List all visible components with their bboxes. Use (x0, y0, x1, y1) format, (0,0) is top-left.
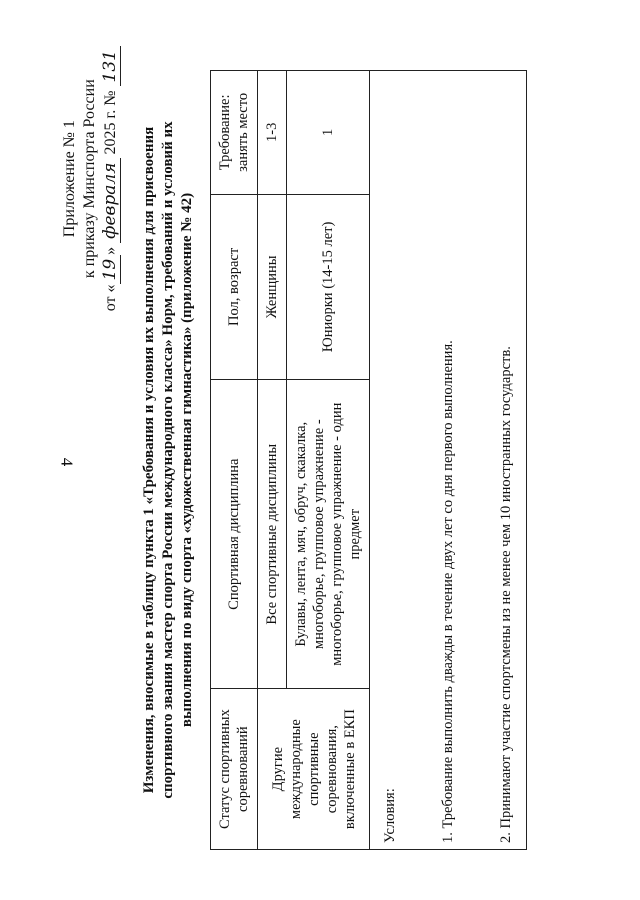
appendix-line: Приложение № 1 (61, 120, 78, 238)
conditions-title: Условия: (382, 788, 398, 843)
date-year: 2025 г. № (102, 90, 119, 155)
condition-item: 2. Принимают участие спортсмены из не менее чем 10 иностранных государств. (498, 346, 514, 843)
appendix-header (60, 46, 121, 311)
date-prefix: от « (102, 284, 119, 312)
place-cell: 1-3 (258, 71, 287, 195)
appendix-order-line: к приказу Минспорта России (81, 79, 98, 279)
gender-age-cell: Женщины (258, 194, 287, 379)
status-cell: Другие международные спортивные соревнования, включенные в ЕКП (258, 689, 370, 850)
header-gender-age: Пол, возраст (211, 194, 258, 379)
conditions-cell (370, 71, 527, 850)
order-number: 131 (100, 46, 121, 86)
place-cell: 1 (287, 71, 370, 195)
discipline-cell: Булавы, лента, мяч, обруч, скакалка, многоборье, групповое упражнение - многоборье, групповое упражнение - один предмет (287, 380, 370, 689)
appendix-date-line (100, 46, 121, 311)
document-title: Изменения, вносимые в таблицу пункта 1 «Требования и условия их выполнения для присвоения спортивного звания мастер спорта России международного класса» Норм, требований и условий их выполнения по виду спорта «художественная гимнастика» (приложение № 42) (141, 121, 195, 799)
table-row (258, 71, 287, 850)
header-requirement: Требование: занять место (211, 71, 258, 195)
norms-table (210, 70, 527, 850)
conditions-row (370, 71, 527, 850)
date-mid: » (102, 246, 119, 255)
page-number: 4 (57, 457, 77, 467)
discipline-cell: Все спортивные дисциплины (258, 380, 287, 689)
date-day: 19 (100, 255, 121, 285)
gender-age-cell: Юниорки (14-15 лет) (287, 194, 370, 379)
date-month: февраля (100, 158, 121, 242)
header-status: Статус спортивных соревнований (211, 689, 258, 850)
document-body (60, 40, 580, 860)
header-discipline: Спортивная дисциплина (211, 380, 258, 689)
condition-item: 1. Требование выполнить дважды в течение двух лет со дня первого выполнения. (440, 340, 456, 843)
table-header-row (211, 71, 258, 850)
